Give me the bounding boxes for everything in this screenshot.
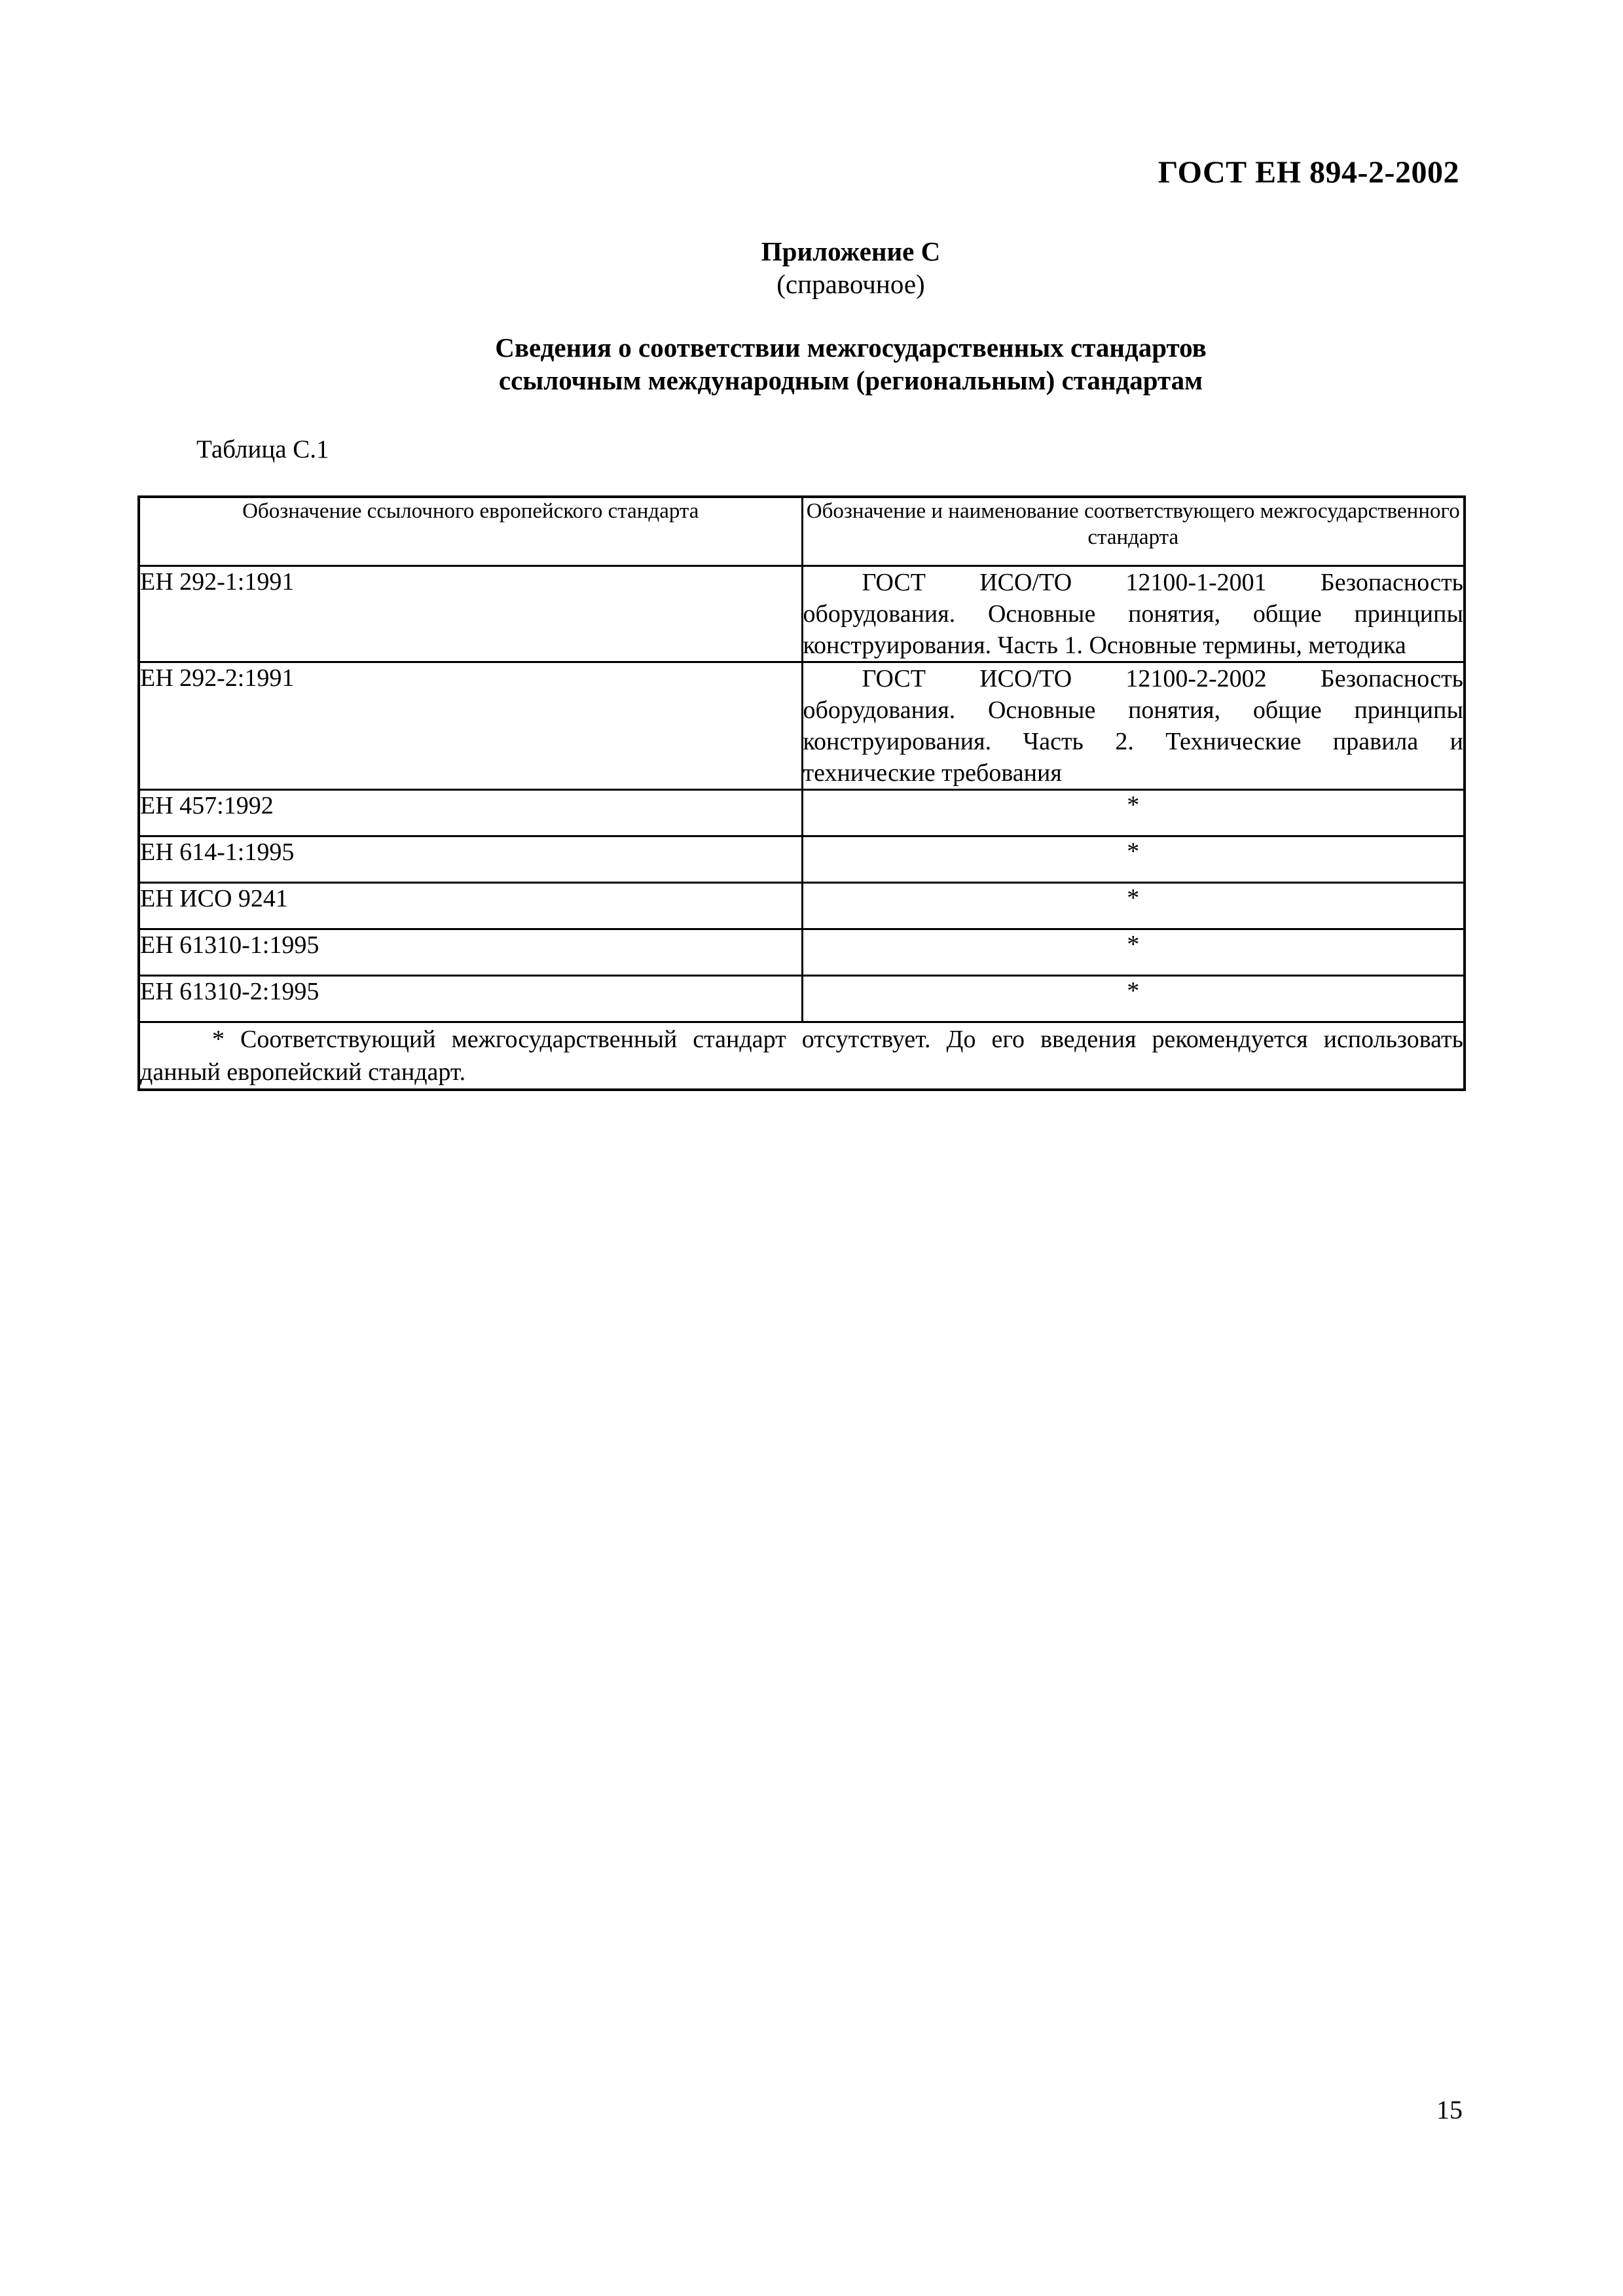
description-cell: * xyxy=(802,883,1465,929)
table-header-row xyxy=(139,497,1465,566)
reference-cell: ЕН 292-2:1991 xyxy=(139,662,802,790)
description-cell: * xyxy=(802,790,1465,836)
appendix-type: (справочное) xyxy=(776,269,925,299)
table-caption: Таблица С.1 xyxy=(196,435,329,463)
table-note xyxy=(139,1022,1465,1090)
description-text: ГОСТ ИСО/ТО 12100-1-2001 Безопасность оборудования. Основные понятия, общие принципы конструирования. Часть 1. Основные термины, методика xyxy=(803,569,1463,659)
table-row xyxy=(139,790,1465,836)
header-reference-standard: Обозначение ссылочного европейского стандарта xyxy=(139,497,802,566)
header-interstate-standard: Обозначение и наименование соответствующего межгосударственного стандарта xyxy=(802,497,1465,566)
table-row xyxy=(139,662,1465,790)
page-number: 15 xyxy=(1436,2095,1463,2125)
table-row xyxy=(139,976,1465,1022)
reference-cell: ЕН 292-1:1991 xyxy=(139,566,802,662)
reference-cell: ЕН 61310-2:1995 xyxy=(139,976,802,1022)
description-cell xyxy=(802,566,1465,662)
table-row xyxy=(139,836,1465,883)
description-cell xyxy=(802,662,1465,790)
document-code: ГОСТ ЕН 894-2-2002 xyxy=(1158,155,1459,190)
description-cell: * xyxy=(802,836,1465,883)
description-cell: * xyxy=(802,976,1465,1022)
standards-table xyxy=(137,495,1466,1091)
table-note-text: * Соответствующий межгосударственный стандарт отсутствует. До его введения рекомендуется использовать данный европейский стандарт. xyxy=(140,1026,1463,1086)
appendix-title: Приложение С xyxy=(761,236,941,266)
section-title-line-2: ссылочным международным (региональным) стандартам xyxy=(498,365,1203,395)
description-text: ГОСТ ИСО/ТО 12100-2-2002 Безопасность оборудования. Основные понятия, общие принципы конструирования. Часть 2. Технические правила и технические требования xyxy=(803,665,1463,787)
reference-cell: ЕН 61310-1:1995 xyxy=(139,929,802,976)
reference-cell: ЕН 614-1:1995 xyxy=(139,836,802,883)
table-row xyxy=(139,566,1465,662)
reference-cell: ЕН ИСО 9241 xyxy=(139,883,802,929)
table-note-row xyxy=(139,1022,1465,1090)
section-title xyxy=(0,331,1623,397)
table-row xyxy=(139,883,1465,929)
table-row xyxy=(139,929,1465,976)
reference-cell: ЕН 457:1992 xyxy=(139,790,802,836)
description-cell: * xyxy=(802,929,1465,976)
section-title-line-1: Сведения о соответствии межгосударственных стандартов xyxy=(495,332,1207,363)
